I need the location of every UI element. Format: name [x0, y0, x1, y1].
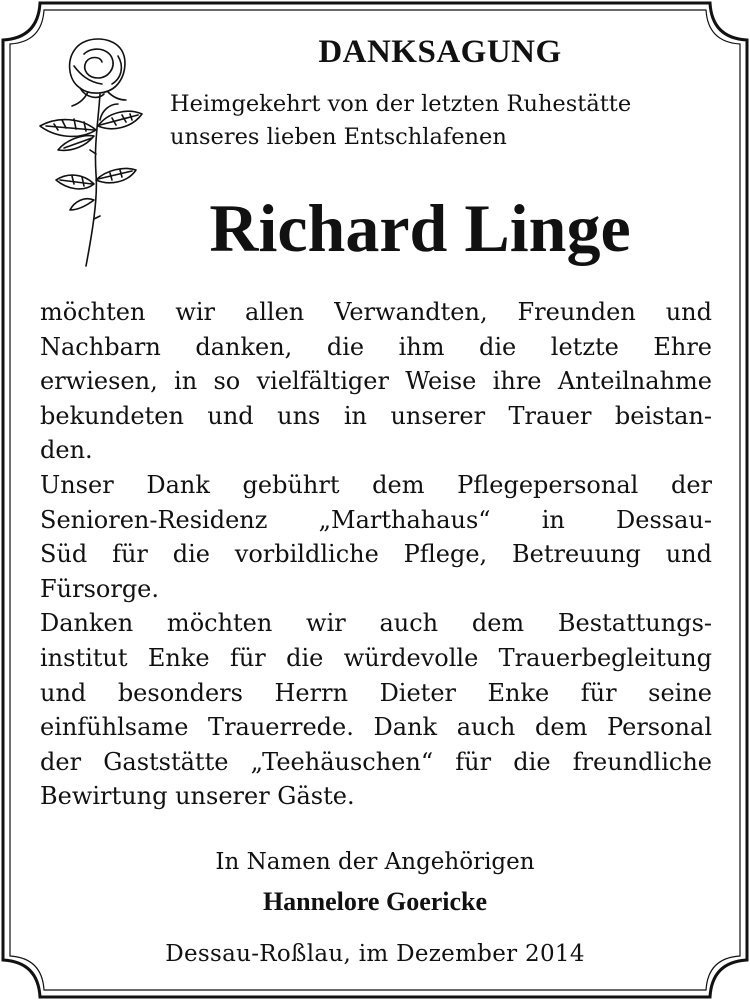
body-line: Süd für die vorbildliche Pflege, Betreuung und	[40, 540, 712, 569]
intro-line: unseres lieben Entschlafenen	[170, 124, 507, 150]
body-line: Senioren-Residenz „Marthahaus“ in Dessau-	[40, 505, 712, 534]
body-line: bekundeten und uns in unserer Trauer beistan-	[40, 401, 712, 430]
thanks-body	[40, 295, 712, 814]
body-line: Bewirtung unserer Gäste.	[40, 782, 355, 811]
signature-intro: In Namen der Angehörigen	[215, 849, 535, 875]
body-line: Danken möchten wir auch dem Bestattungs-	[40, 609, 712, 638]
intro-line: Heimgekehrt von der letzten Ruhestätte	[170, 91, 632, 117]
body-line: den.	[40, 436, 93, 465]
body-line: Fürsorge.	[40, 574, 160, 603]
body-line: und besonders Herrn Dieter Enke für seine	[40, 678, 712, 707]
signatory-name: Hannelore Goericke	[262, 887, 488, 916]
place-date: Dessau-Roßlau, im Dezember 2014	[165, 941, 585, 967]
body-line: Unser Dank gebührt dem Pflegepersonal der	[40, 470, 712, 499]
deceased-name: Richard Linge	[209, 190, 631, 266]
body-line: Nachbarn danken, die ihm die letzte Ehre	[40, 332, 712, 361]
body-line: der Gaststätte „Teehäuschen“ für die freundliche	[40, 747, 712, 776]
body-line: einfühlsame Trauerrede. Dank auch dem Personal	[40, 713, 712, 742]
body-line: erwiesen, in so vielfältiger Weise ihre Anteilnahme	[40, 367, 712, 396]
body-line: institut Enke für die würdevolle Trauerbegleitung	[40, 643, 712, 672]
intro-text	[170, 88, 730, 154]
rose-icon	[28, 34, 148, 274]
body-line: möchten wir allen Verwandten, Freunden und	[40, 298, 712, 326]
notice-heading: DANKSAGUNG	[318, 34, 562, 70]
